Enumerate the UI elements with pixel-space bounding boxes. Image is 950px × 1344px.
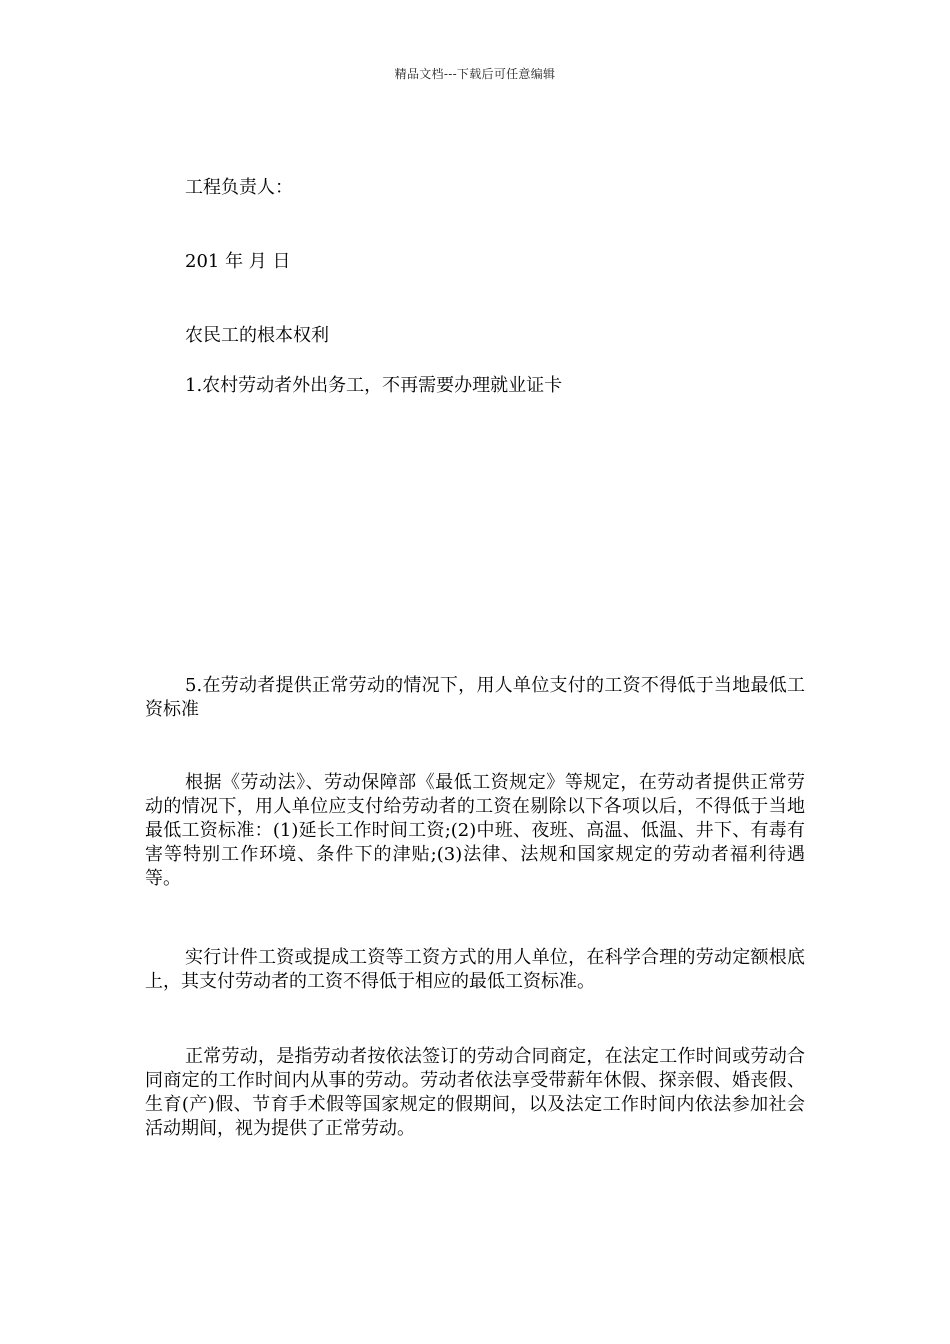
paragraph-1-text: 根据《劳动法》、劳动保障部《最低工资规定》等规定，在劳动者提供正常劳动的情况下，用人单位应支付给劳动者的工资在剔除以下各项以后，不得低于当地最低工资标准：(1)延长工作时间工资;(2)中班、夜班、高温、低温、井下、有毒有害等特别工作环境、条件下的津贴;(3)法律、法规和国家规定的劳动者福利待遇等。 xyxy=(145,772,805,889)
paragraph-minimum-wage-rules xyxy=(145,771,805,891)
paragraph-normal-labor xyxy=(145,1045,805,1141)
list-item-5-text: 5.在劳动者提供正常劳动的情况下，用人单位支付的工资不得低于当地最低工资标准 xyxy=(145,675,805,720)
signature-label: 工程负责人： xyxy=(185,177,293,198)
paragraph-3-text: 正常劳动，是指劳动者按依法签订的劳动合同商定，在法定工作时间或劳动合同商定的工作时间内从事的劳动。劳动者依法享受带薪年休假、探亲假、婚丧假、生育(产)假、节育手术假等国家规定的假期间，以及法定工作时间内依法参加社会活动期间，视为提供了正常劳动。 xyxy=(145,1046,805,1139)
list-item-5 xyxy=(145,674,805,722)
date-line: 201 年 月 日 xyxy=(185,251,291,272)
paragraph-piece-rate xyxy=(145,946,805,994)
section-title: 农民工的根本权利 xyxy=(185,325,329,346)
paragraph-2-text: 实行计件工资或提成工资等工资方式的用人单位，在科学合理的劳动定额根底上，其支付劳动者的工资不得低于相应的最低工资标准。 xyxy=(145,947,805,992)
list-item-1: 1.农村劳动者外出务工，不再需要办理就业证卡 xyxy=(185,375,563,396)
page-header: 精品文档---下载后可任意编辑 xyxy=(394,67,556,81)
